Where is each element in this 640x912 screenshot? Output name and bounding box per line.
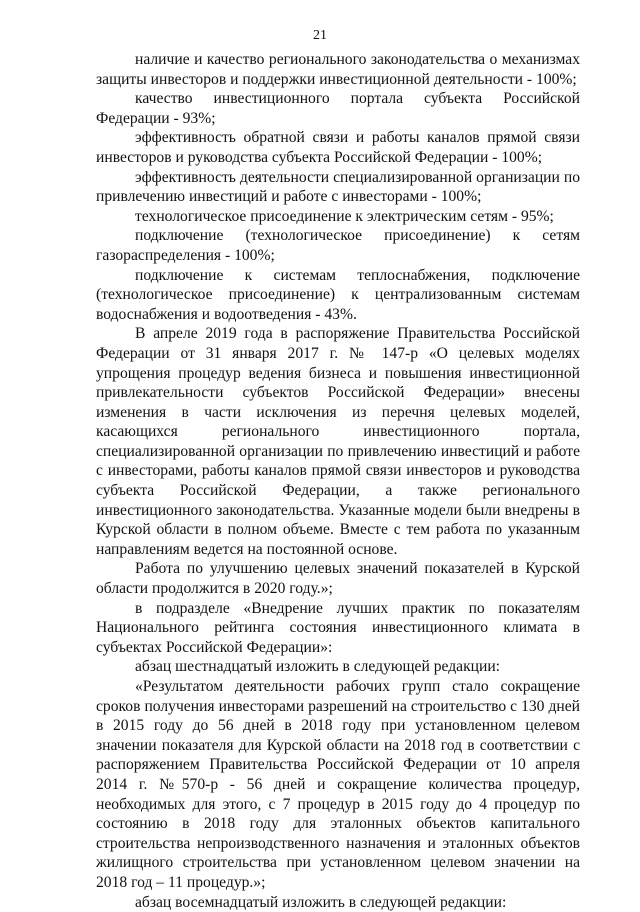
paragraph-11: абзац шестнадцатый изложить в следующей редакции: (135, 658, 501, 676)
paragraph-10: в подразделе «Внедрение лучших практик по показателям Национального рейтинга состояния инвестиционного климата в субъектах Российской Федерации»: (96, 599, 580, 656)
paragraph-1: наличие и качество регионального законодательства о механизмах защиты инвесторов и поддержки инвестиционной деятельности - 100%; (96, 51, 580, 88)
paragraph-5: технологическое присоединение к электрическим сетям - 95%; (135, 207, 554, 225)
paragraph-9: Работа по улучшению целевых значений показателей в Курской области продолжится в 2020 году.»; (96, 560, 580, 598)
paragraph-12: «Результатом деятельности рабочих групп стало сокращение сроков получения инвесторами разрешений на строительство с 130 дней в 2015 году до 56 дней в 2018 году при установленном целевом значении показателя для Курской области на 2018 год в соответствии с распоряжением Правительства Российской Федерации от 10 апреля 2014 г. №570-р - 56 дней и сокращение количества процедур, необходимых для этого, с 7 процедур в 2015 году до 4 процедур по состоянию в 2018 году для эталонных объектов капитального строительства непроизводственного назначения и эталонных объектов жилищного строительства при установленном целевом значении на 2018 год – 11 процедур.»; (96, 678, 580, 891)
page-number: 21 (313, 28, 327, 43)
paragraph-2: качество инвестиционного портала субъекта Российской Федерации - 93%; (96, 90, 580, 127)
paragraph-4: эффективность деятельности специализированной организации по привлечению инвестиций и работе с инвесторами - 100%; (96, 168, 580, 206)
document-body (96, 50, 580, 912)
paragraph-13: абзац восемнадцатый изложить в следующей редакции: (135, 893, 507, 911)
paragraph-7: подключение к системам теплоснабжения, подключение (технологическое присоединение) к централизованным системам водоснабжения и водоотведения - 43%. (96, 266, 580, 323)
paragraph-6: подключение (технологическое присоединение) к сетям газораспределения - 100%; (96, 227, 580, 264)
paragraph-3: эффективность обратной связи и работы каналов прямой связи инвесторов и руководства субъекта Российской Федерации - 100%; (96, 129, 580, 166)
paragraph-8: В апреле 2019 года в распоряжение Правительства Российской Федерации от 31 января 2017 г. № 147-р «О целевых моделях упрощения процедур ведения бизнеса и повышения инвестиционной привлекательности субъектов Российской Федерации» внесены изменения в части исключения из перечня целевых моделей, касающихся регионального инвестиционного портала, специализированной организации по привлечению инвестиций и работе с инвесторами, работы каналов прямой связи инвесторов и руководства субъекта Российской Федерации, а также регионального инвестиционного законодательства. Указанные модели были внедрены в Курской области в полном объеме. Вместе с тем работа по указанным направлениям ведется на постоянной основе. (96, 325, 580, 558)
